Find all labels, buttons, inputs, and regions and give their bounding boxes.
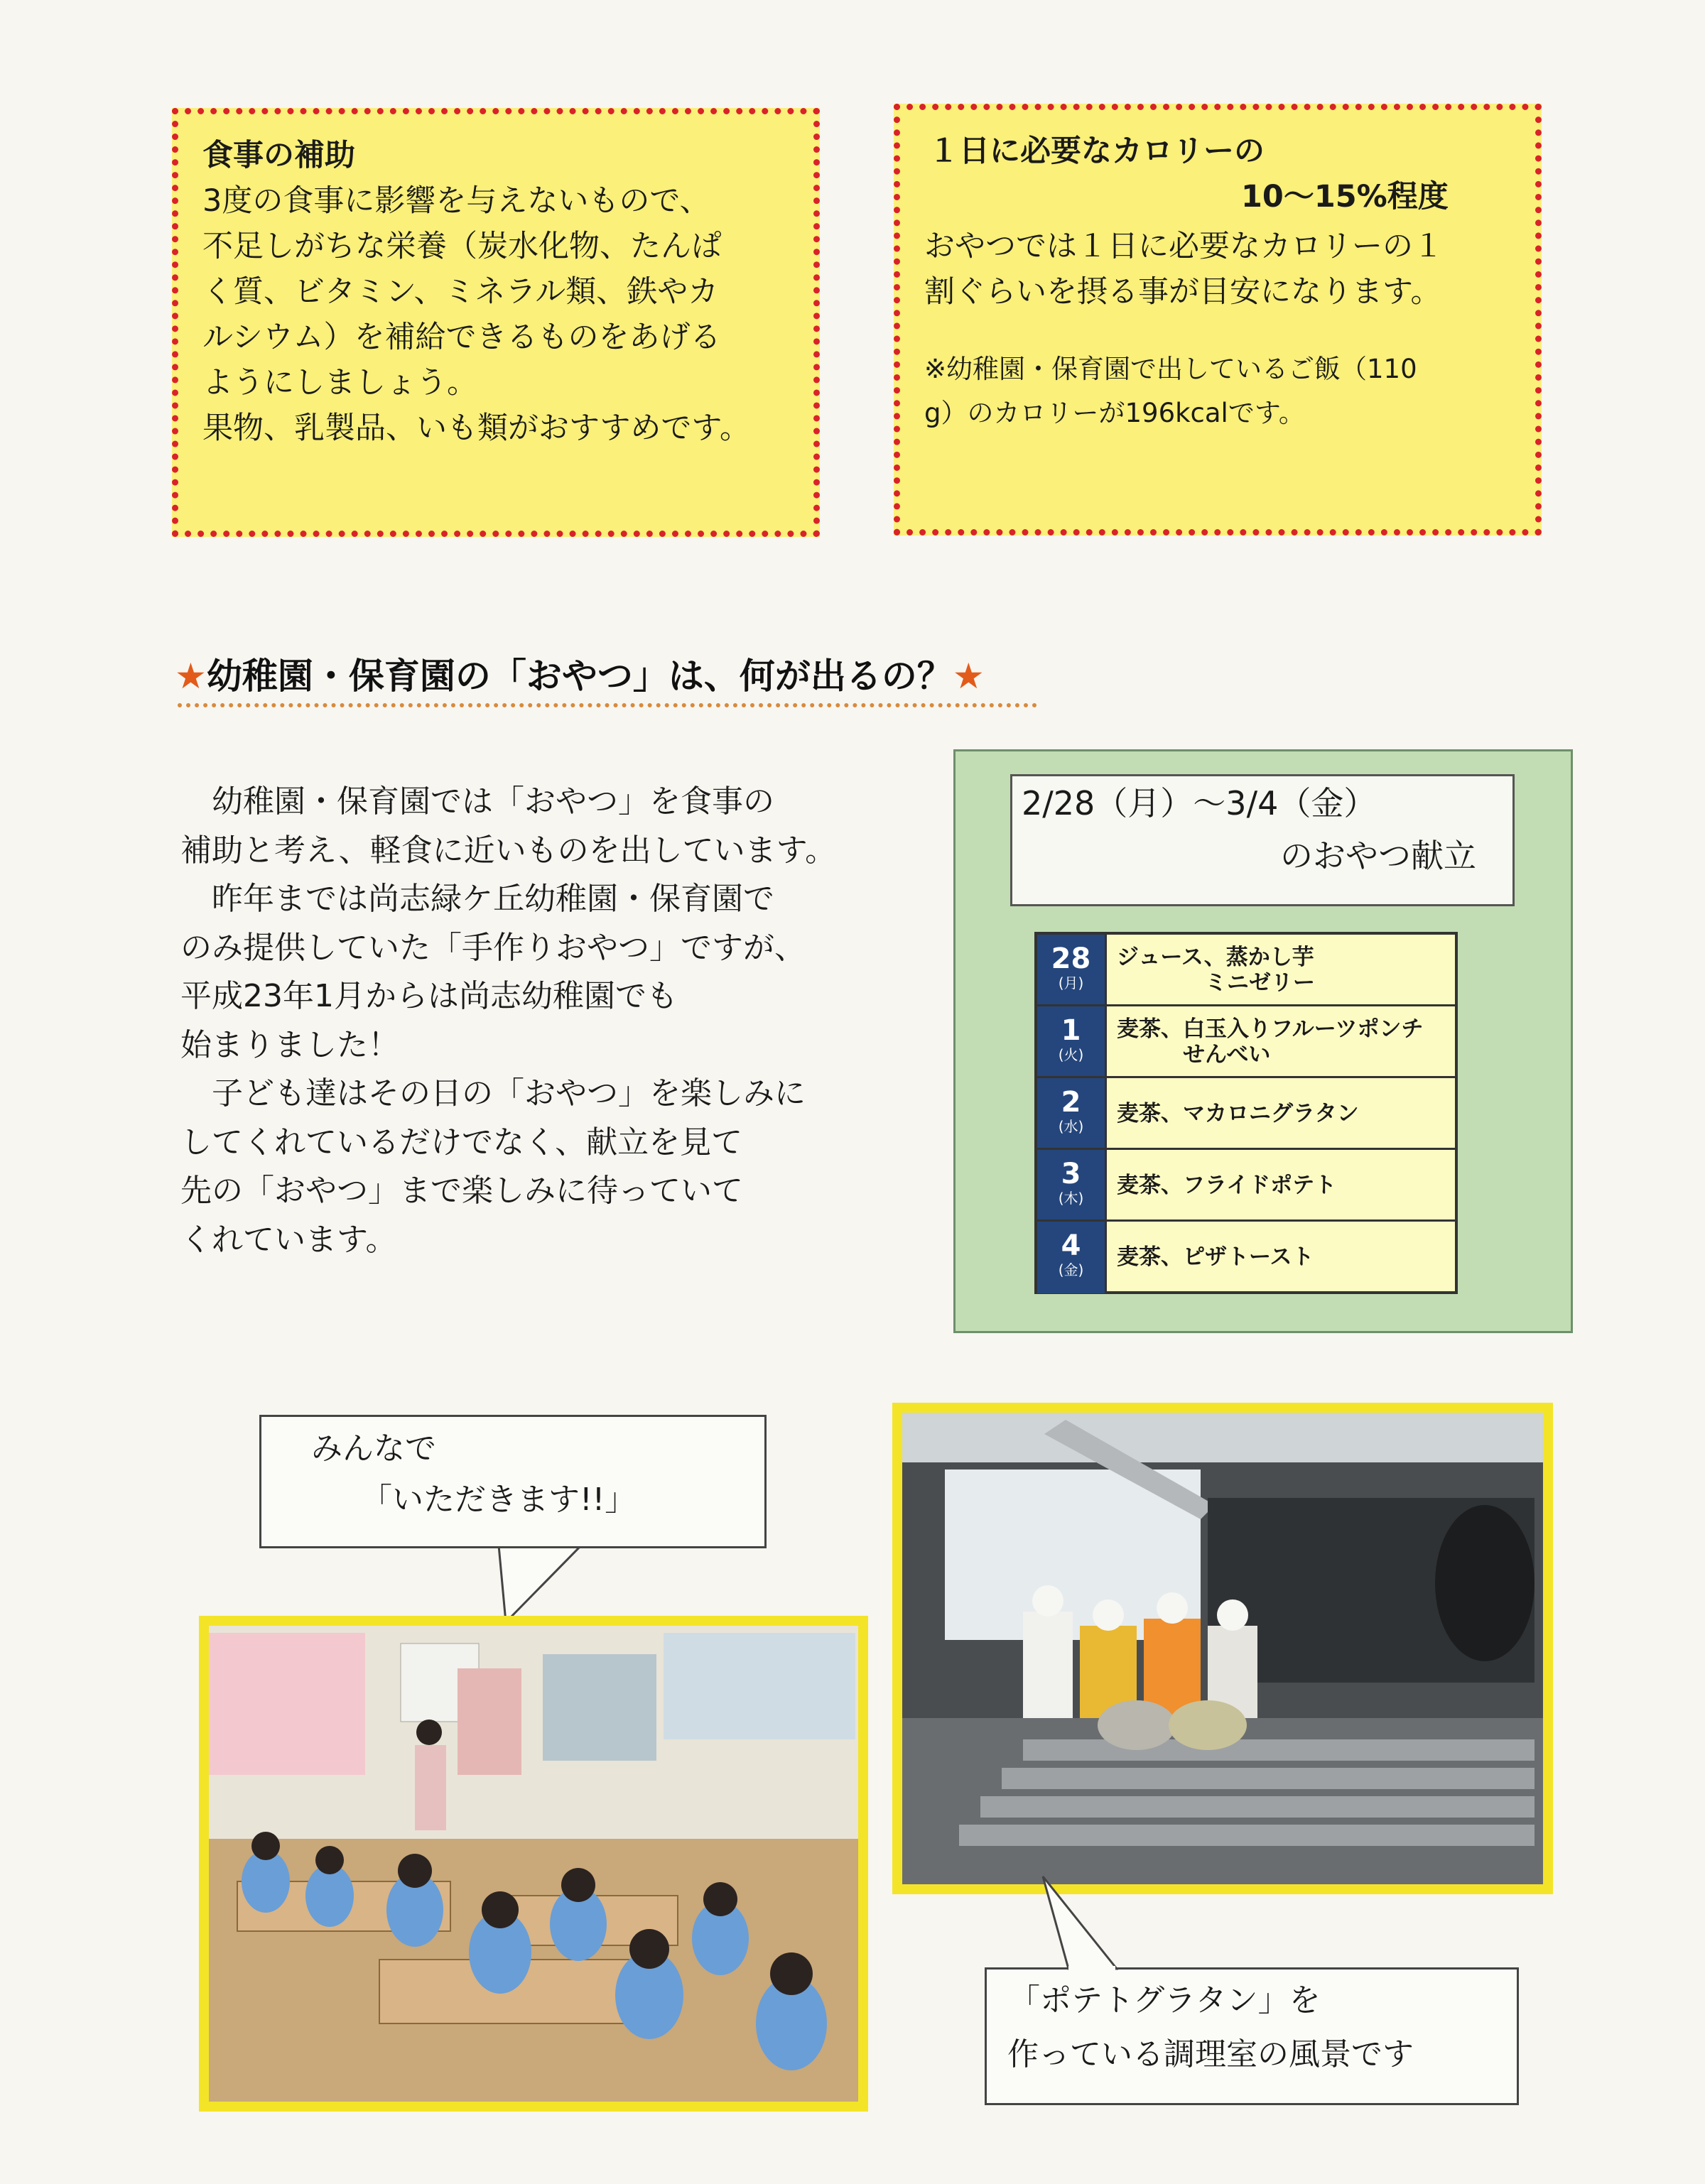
menu-row: [1037, 935, 1455, 1006]
intro-paragraph: [180, 778, 919, 1264]
menu-item-text: [1117, 1016, 1449, 1067]
intro-line: 子ども達はその日の「おやつ」を楽しみに: [180, 1075, 806, 1112]
menu-day-number: 3: [1061, 1158, 1081, 1190]
menu-weekday: (金): [1058, 1261, 1084, 1278]
menu-day-number: 4: [1061, 1229, 1081, 1262]
menu-item-line: ミニゼリー: [1117, 970, 1315, 996]
speech-bubble-tail: [497, 1545, 583, 1624]
menu-day-cell: [1037, 1222, 1107, 1293]
calorie-body-line: 割ぐらいを摂る事が目安になります。: [924, 274, 1441, 310]
menu-day-number: 1: [1061, 1014, 1081, 1047]
snack-menu-title: のおやつ献立: [1280, 837, 1476, 875]
menu-day-cell: [1037, 1150, 1107, 1219]
intro-line: 幼稚園・保育園では「おやつ」を食事の: [180, 783, 774, 820]
bubble-text: 「ポテトグラタン」を: [1009, 1982, 1321, 2019]
calorie-title-line1: １日に必要なカロリーの: [929, 134, 1265, 169]
star-icon: ★: [175, 656, 207, 697]
menu-item-text: [1117, 1101, 1449, 1126]
menu-row: [1037, 1006, 1455, 1078]
bubble-text: 「いただきます!!」: [361, 1482, 637, 1518]
intro-line: のみ提供していた「手作りおやつ」ですが、: [180, 929, 806, 966]
calorie-note-line: ※幼稚園・保育園で出しているご飯（110: [924, 354, 1417, 384]
menu-item-line: 麦茶、白玉入りフルーツポンチ: [1117, 1016, 1424, 1042]
intro-line: 始まりました！: [180, 1026, 399, 1063]
menu-item-line: 麦茶、ピザトースト: [1117, 1244, 1314, 1270]
menu-day-cell: [1037, 1078, 1107, 1148]
intro-line: 平成23年1月からは尚志幼稚園でも: [180, 978, 678, 1014]
snack-menu-date-range: 2/28（月）～3/4（金）: [1022, 784, 1377, 822]
menu-row: [1037, 1078, 1455, 1150]
calorie-box: [894, 104, 1542, 536]
meal-support-title: 食事の補助: [202, 138, 355, 173]
intro-line: 先の「おやつ」まで楽しみに待っていて: [180, 1173, 743, 1209]
menu-day-cell: [1037, 1006, 1107, 1076]
bubble-text: みんなで: [311, 1430, 436, 1467]
menu-weekday: (火): [1058, 1046, 1084, 1063]
meal-support-line: 不足しがちな栄養（炭水化物、たんぱ: [202, 229, 722, 264]
menu-weekday: (木): [1058, 1190, 1084, 1207]
meal-support-box: [172, 108, 820, 537]
section-heading: [175, 648, 985, 705]
menu-item-line: 麦茶、フライドポテト: [1117, 1173, 1337, 1198]
kitchen-photo-image: [902, 1413, 1543, 1884]
section-heading-text: 幼稚園・保育園の「おやつ」は、何が出るの？: [206, 656, 953, 697]
menu-item-text: [1117, 1244, 1449, 1270]
intro-line: 昨年までは尚志緑ケ丘幼稚園・保育園で: [180, 881, 774, 917]
star-icon: ★: [952, 656, 985, 697]
menu-weekday: (水): [1058, 1118, 1084, 1135]
menu-item-line: 麦茶、マカロニグラタン: [1117, 1101, 1359, 1126]
kitchen-photo: [892, 1403, 1553, 1894]
calorie-note-line: g）のカロリーが196kcalです。: [924, 398, 1305, 428]
intro-line: してくれているだけでなく、献立を見て: [180, 1124, 743, 1161]
intro-line: くれています。: [180, 1221, 397, 1258]
menu-item-line: せんべい: [1117, 1042, 1271, 1067]
calorie-title-line2: 10～15%程度: [1241, 179, 1449, 214]
speech-bubble-tail: [1040, 1875, 1118, 1970]
bubble-text: 作っている調理室の風景です: [1007, 2036, 1414, 2072]
classroom-photo: [199, 1616, 868, 2112]
menu-day-cell: [1037, 935, 1107, 1004]
menu-weekday: (月): [1058, 974, 1084, 992]
menu-item-line: ジュース、蒸かし芋: [1117, 945, 1314, 970]
calorie-body: [924, 224, 1511, 315]
menu-day-number: 28: [1051, 942, 1091, 975]
menu-day-number: 2: [1061, 1086, 1081, 1119]
menu-row: [1037, 1222, 1455, 1293]
menu-item-text: [1117, 1173, 1449, 1198]
calorie-body-line: おやつでは１日に必要なカロリーの１: [924, 229, 1444, 264]
calorie-note: [924, 347, 1511, 435]
intro-line: 補助と考え、軽食に近いものを出しています。: [180, 832, 837, 869]
meal-support-line: 果物、乳製品、いも類がおすすめです。: [202, 411, 750, 446]
meal-support-line: く質、ビタミン、ミネラル類、鉄やカ: [202, 274, 719, 310]
snack-menu-table: [1034, 932, 1458, 1294]
heading-underline: [178, 703, 1037, 707]
menu-row: [1037, 1150, 1455, 1222]
meal-support-line: 3度の食事に影響を与えないもので、: [202, 183, 710, 219]
menu-item-text: [1117, 945, 1449, 996]
meal-support-line: ルシウム）を補給できるものをあげる: [202, 320, 721, 355]
meal-support-line: ようにしましょう。: [202, 365, 477, 401]
classroom-photo-image: [209, 1626, 858, 2102]
